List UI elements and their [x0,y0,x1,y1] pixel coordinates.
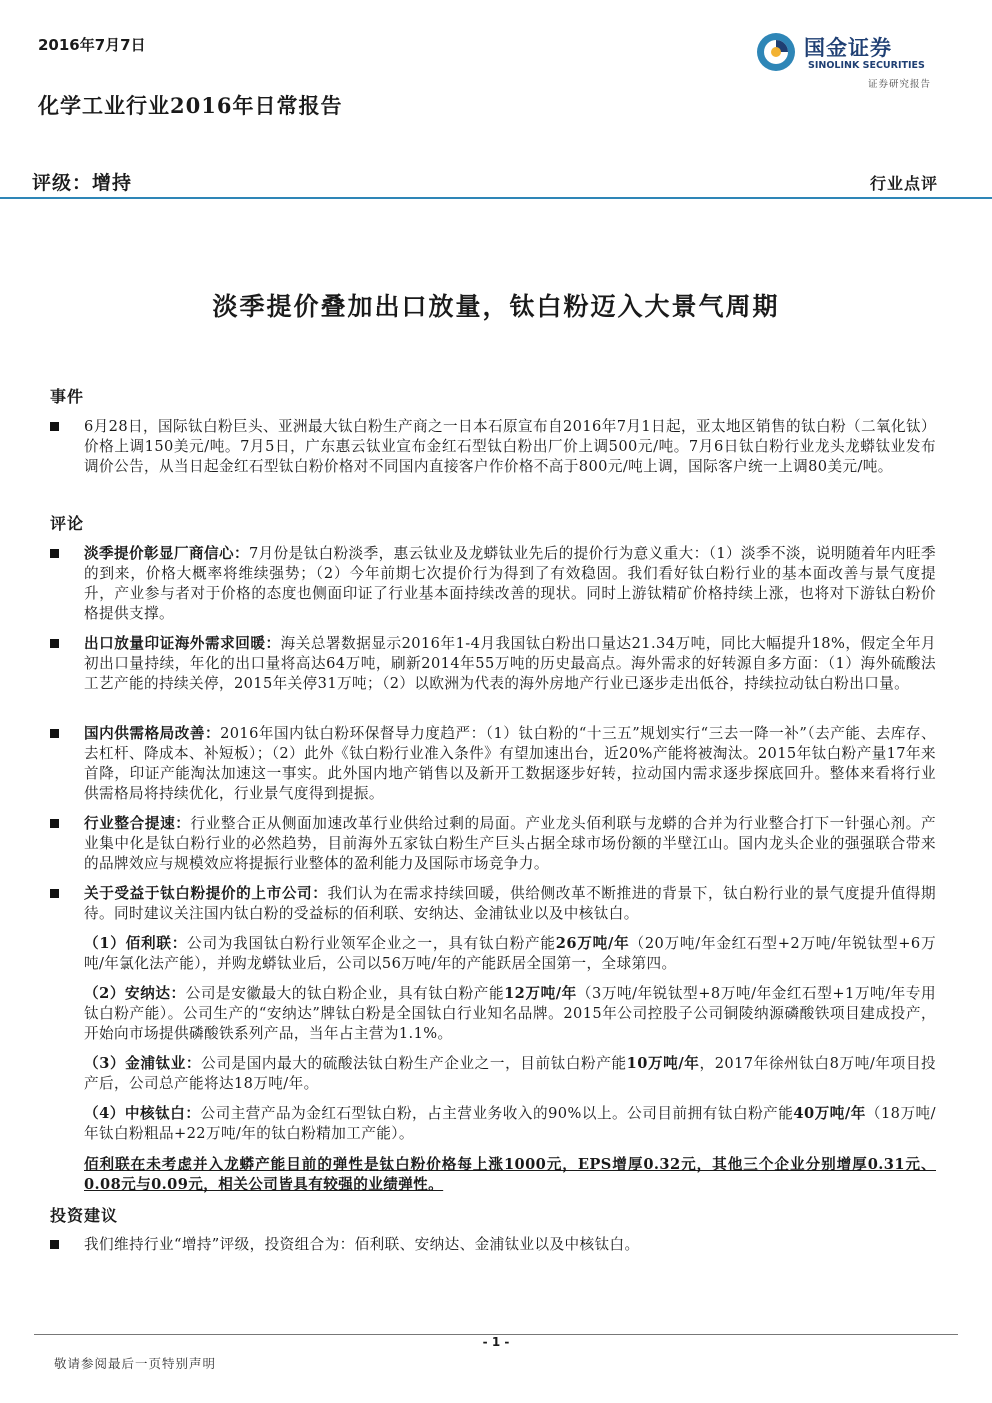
company-label: （3）金浦钛业： [84,1055,202,1072]
bullet-marker [50,729,59,738]
comment-bullet-1 [50,544,936,624]
company-item-4 [84,1104,936,1144]
elasticity-note [84,1155,936,1195]
company-capacity: 10万吨/年 [626,1055,700,1072]
comment-title: 淡季提价彰显厂商信心： [84,545,249,562]
company-capacity: 26万吨/年 [555,935,630,952]
company-text: 公司是国内最大的硫酸法钛白粉生产企业之一，目前钛白粉产能 [201,1055,627,1072]
event-bullet [50,417,936,477]
section-heading-advice: 投资建议 [50,1206,119,1225]
advice-bullet [50,1235,936,1255]
logo-name-en: SINOLINK SECURITIES [808,60,925,71]
bullet-marker [50,819,59,828]
bullet-marker [50,639,59,648]
logo-subtitle: 证券研究报告 [868,79,932,90]
comment-bullet-2 [50,634,936,694]
company-item-2 [84,984,936,1044]
advice-text: 我们维持行业“增持”评级，投资组合为：佰利联、安纳达、金浦钛业以及中核钛白。 [84,1236,640,1253]
company-label: （2）安纳达： [84,985,186,1002]
comment-title: 关于受益于钛白粉提价的上市公司： [84,885,328,902]
header-divider [0,197,992,199]
company-capacity: 12万吨/年 [504,985,577,1002]
company-text: （20万吨/年金红石型+2万吨/年锐钛型+6万吨/年氯化法产能），并购龙蟒钛业后，公司以56万吨/年的产能跃居全国第一，全球第四。 [84,935,936,972]
company-text: 公司为我国钛白粉行业领军企业之一，具有钛白粉产能 [187,935,556,952]
comment-title: 出口放量印证海外需求回暖： [84,635,281,652]
comment-text: 7月份是钛白粉淡季，惠云钛业及龙蟒钛业先后的提价行为意义重大：（1）淡季不淡，说明随着年内旺季的到来，价格大概率将维续强势；（2）今年前期七次提价行为得到了有效稳固。我们看好钛白粉行业的基本面改善与景气度提升，产业参与者对于价格的态度也侧面印证了行业基本面持续改善的现状。同时上游钛精矿价格持续上涨，也将对下游钛白粉价格提供支撑。 [84,545,936,622]
bullet-marker [50,1240,59,1249]
comment-text: 海关总署数据显示2016年1-4月我国钛白粉出口量达21.34万吨，同比大幅提升18%，假定全年月初出口量持续，年化的出口量将高达64万吨，刷新2014年55万吨的历史最高点。海外需求的好转源自多方面：（1）海外硫酸法工艺产能的持续关停，2015年关停31万吨；（2）以欧洲为代表的海外房地产行业已逐步走出低谷，持续拉动钛白粉出口量。 [84,635,936,692]
company-label: （1）佰利联： [84,935,188,952]
company-text: ，2017年徐州钛白8万吨/年项目投产后，公司总产能将达18万吨/年。 [84,1055,937,1092]
comment-text: 行业整合正从侧面加速改革行业供给过剩的局面。产业龙头佰利联与龙蟒的合并为行业整合打下一针强心剂。产业集中化是钛白粉行业的必然趋势，目前海外五家钛白粉生产巨头占据全球市场份额的半壁江山。国内龙头企业的强强联合带来的品牌效应与规模效应将提振行业整体的盈利能力及国际市场竞争力。 [84,815,936,872]
bullet-marker [50,889,59,898]
event-text: 6月28日，国际钛白粉巨头、亚洲最大钛白粉生产商之一日本石原宣布自2016年7月1日起，亚太地区销售的钛白粉（二氧化钛）价格上调150美元/吨。7月5日，广东惠云钛业宣布金红石型钛白粉出厂价上调500元/吨。7月6日钛白粉行业龙头龙蟒钛业发布调价公告，从当日起金红石型钛白粉价格对不同国内直接客户作价格不高于800元/吨上调，国际客户统一上调80美元/吨。 [84,418,936,475]
company-item-1 [84,934,936,974]
company-label: （4）中核钛白： [84,1105,201,1122]
report-category: 行业点评 [869,174,938,193]
company-item-3 [84,1054,936,1094]
comment-text: 2016年国内钛白粉环保督导力度趋严：（1）钛白粉的“十三五”规划实行“三去一降一补”（去产能、去库存、去杠杆、降成本、补短板）；（2）此外《钛白粉行业准入条件》有望加速出台，近20%产能将被淘汰。2015年钛白粉产量17年来首降，印证产能淘汰加速这一事实。此外国内地产销售以及新开工数据逐步好转，拉动国内需求逐步探底回升。整体来看将行业供需格局将持续优化，行业景气度得到提振。 [84,725,936,802]
company-text: （18万吨/年钛白粉粗品+22万吨/年的钛白粉精加工产能）。 [84,1105,936,1142]
sinolink-logo-icon [756,32,796,72]
report-title: 化学工业行业2016年日常报告 [38,93,343,118]
headline: 淡季提价叠加出口放量，钛白粉迈入大景气周期 [212,292,780,321]
company-capacity: 40万吨/年 [793,1105,866,1122]
footer-disclaimer: 敬请参阅最后一页特别声明 [54,1356,217,1371]
rating-label: 评级：增持 [32,172,133,194]
elasticity-text: 佰利联在未考虑并入龙蟒产能目前的弹性是钛白粉价格每上涨1000元，EPS增厚0.32元，其他三个企业分别增厚0.31元、0.08元与0.09元，相关公司皆具有较强的业绩弹性。 [84,1156,936,1193]
comment-title: 国内供需格局改善： [84,725,221,742]
company-text: （3万吨/年锐钛型+8万吨/年金红石型+1万吨/年专用钛白粉产能）。公司生产的“安纳达”牌钛白粉是全国钛白行业知名品牌。2015年公司控股子公司铜陵纳源磷酸铁项目建成投产，开始向市场提供磷酸铁系列产品，当年占主营为1.1%。 [84,985,936,1042]
logo-name-cn: 国金证券 [804,36,892,60]
company-text: 公司是安徽最大的钛白粉企业，具有钛白粉产能 [185,985,505,1002]
company-text: 公司主营产品为金红石型钛白粉，占主营业务收入的90%以上。公司目前拥有钛白粉产能 [200,1105,794,1122]
comment-bullet-4 [50,814,936,874]
section-heading-comment: 评论 [50,514,85,533]
report-date: 2016年7月7日 [38,36,146,54]
company-logo [756,30,946,92]
comment-title: 行业整合提速： [84,815,191,832]
comment-bullet-5 [50,884,936,924]
comment-text: 我们认为在需求持续回暖，供给侧改革不断推进的背景下，钛白粉行业的景气度提升值得期待。同时建议关注国内钛白粉的受益标的佰利联、安纳达、金浦钛业以及中核钛白。 [84,885,936,922]
page-number: - 1 - [482,1335,510,1349]
comment-bullet-3 [50,724,936,804]
bullet-marker [50,549,59,558]
section-heading-event: 事件 [50,387,85,406]
bullet-marker [50,422,59,431]
